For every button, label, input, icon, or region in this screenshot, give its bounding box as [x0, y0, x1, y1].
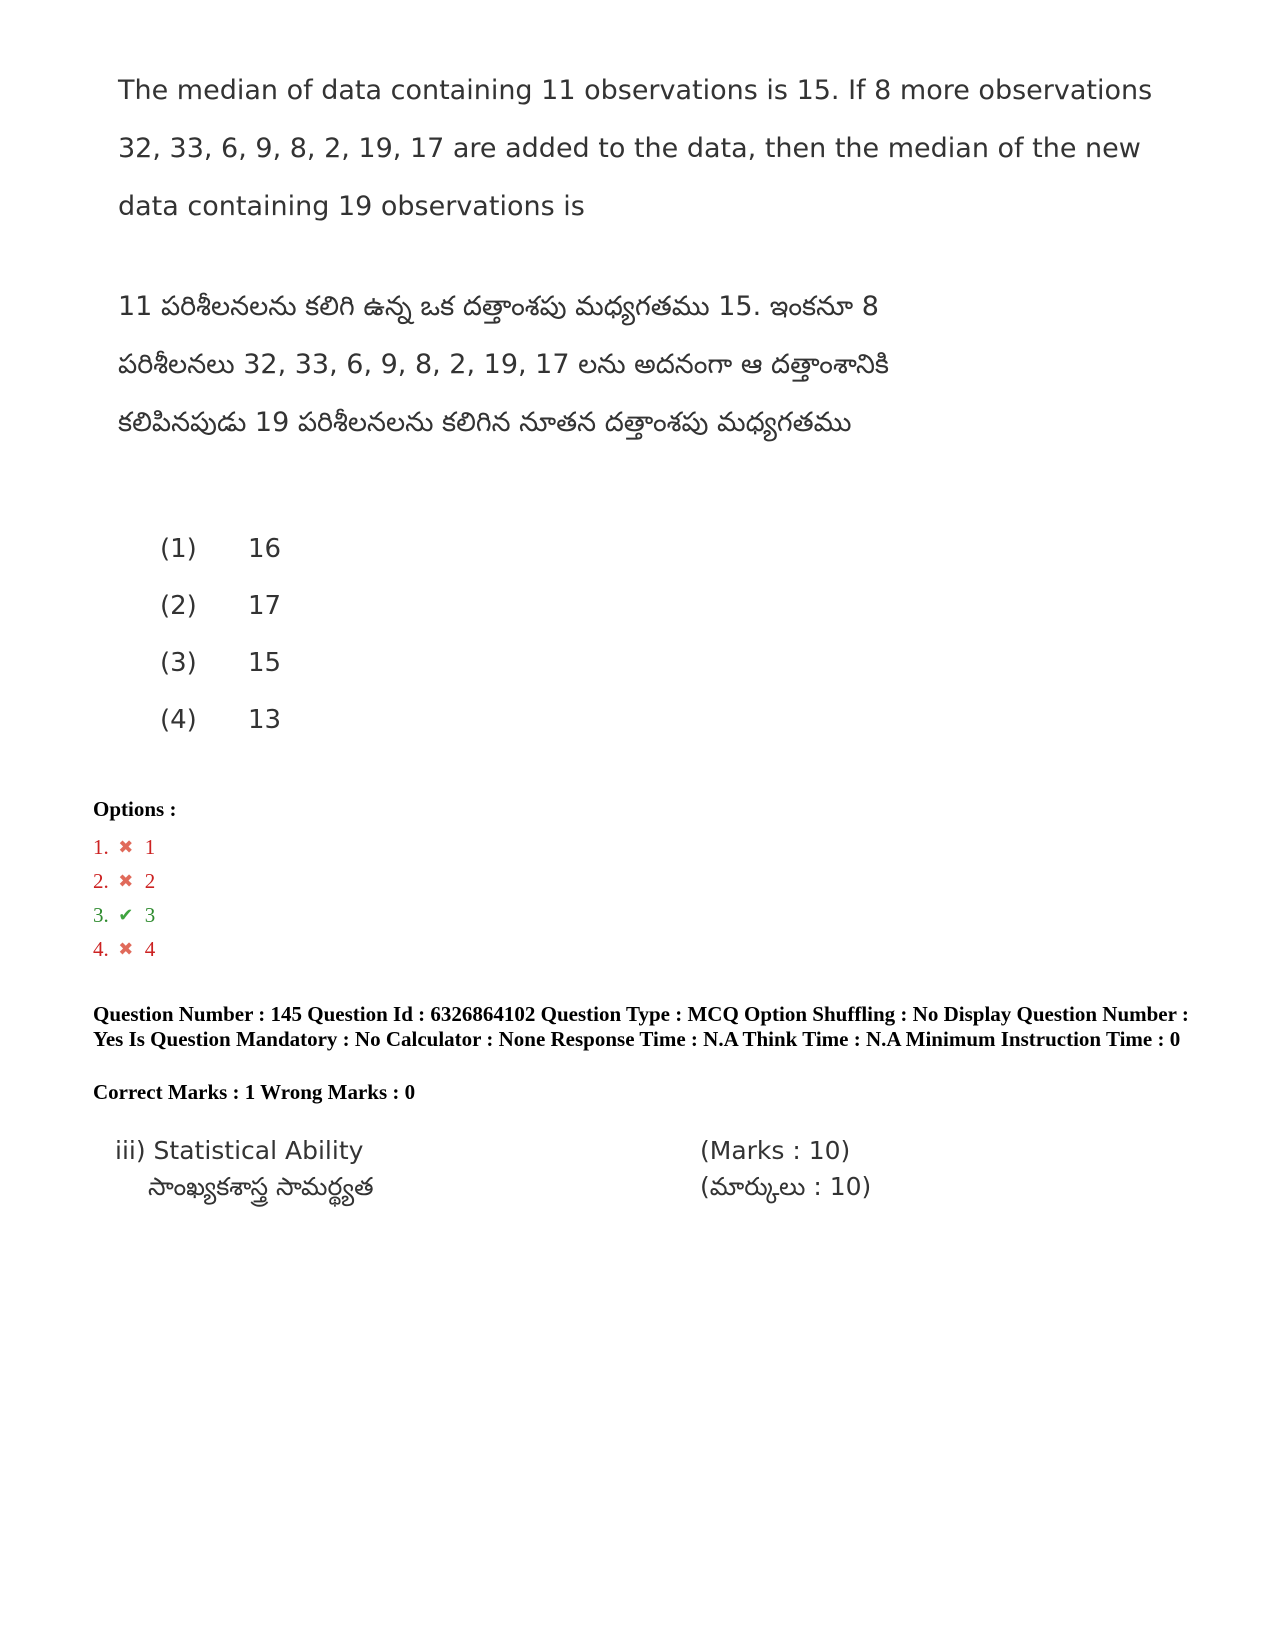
- question-image: [118, 62, 1153, 452]
- choice-number: (3): [160, 647, 197, 678]
- option-label: 3: [144, 902, 156, 927]
- question-english-line: 32, 33, 6, 9, 8, 2, 19, 17 are added to the data, then the median of the new: [118, 133, 1141, 164]
- option-item: [93, 932, 155, 966]
- section-marks-english: (Marks : 10): [700, 1135, 851, 1165]
- option-label: 1: [144, 834, 156, 859]
- options-title: Options :: [93, 797, 177, 821]
- choice-value: 16: [248, 533, 282, 564]
- answer-choices: [160, 520, 281, 748]
- options-list: [93, 830, 155, 966]
- marks-info: Correct Marks : 1 Wrong Marks : 0: [93, 1080, 416, 1104]
- question-telugu: [118, 278, 1078, 452]
- section-title-telugu: సాంఖ్యకశాస్త్ర సామర్థ్యత: [148, 1172, 374, 1201]
- option-item: [93, 898, 155, 932]
- question-telugu-line: కలిపినపుడు 19 పరిశీలనలను కలిగిన నూతన దత్తాంశపు మధ్యగతము: [118, 407, 852, 438]
- choice-number: (2): [160, 590, 197, 621]
- option-index: 4.: [93, 936, 109, 961]
- question-english-line: data containing 19 observations is: [118, 191, 585, 222]
- choice-number: (1): [160, 533, 197, 564]
- question-telugu-line: 11 పరిశీలనలను కలిగి ఉన్న ఒక దత్తాంశపు మధ్యగతము 15. ఇంకనూ 8: [118, 291, 879, 322]
- choice-value: 17: [248, 590, 282, 621]
- option-index: 1.: [93, 834, 109, 859]
- cross-icon: ✖: [118, 836, 134, 857]
- question-english: [118, 62, 1153, 236]
- option-label: 4: [144, 936, 156, 961]
- choice-value: 13: [248, 704, 282, 735]
- question-info: Question Number : 145 Question Id : 6326864102 Question Type : MCQ Option Shuffling : No Display Question Number : Yes Is Question Mandatory : No Calculator : None Response Time : N.A Think Time : N.A Minimum Instruction Time : 0: [93, 1002, 1189, 1051]
- section-marks-telugu: (మార్కులు : 10): [700, 1172, 872, 1201]
- answer-choice: [160, 520, 281, 577]
- option-label: 2: [144, 868, 156, 893]
- answer-choice: [160, 634, 281, 691]
- cross-icon: ✖: [118, 938, 134, 959]
- choice-number: (4): [160, 704, 197, 735]
- check-icon: ✔: [118, 904, 134, 925]
- section-title-english: iii) Statistical Ability: [115, 1135, 364, 1165]
- option-index: 2.: [93, 868, 109, 893]
- option-index: 3.: [93, 902, 109, 927]
- question-telugu-line: పరిశీలనలు 32, 33, 6, 9, 8, 2, 19, 17 లను అదనంగా ఆ దత్తాంశానికి: [118, 349, 889, 380]
- answer-choice: [160, 577, 281, 634]
- option-item: [93, 864, 155, 898]
- option-item: [93, 830, 155, 864]
- question-english-line: The median of data containing 11 observations is 15. If 8 more observations: [118, 75, 1153, 106]
- answer-choice: [160, 691, 281, 748]
- choice-value: 15: [248, 647, 282, 678]
- section-header: [115, 1130, 955, 1210]
- cross-icon: ✖: [118, 870, 134, 891]
